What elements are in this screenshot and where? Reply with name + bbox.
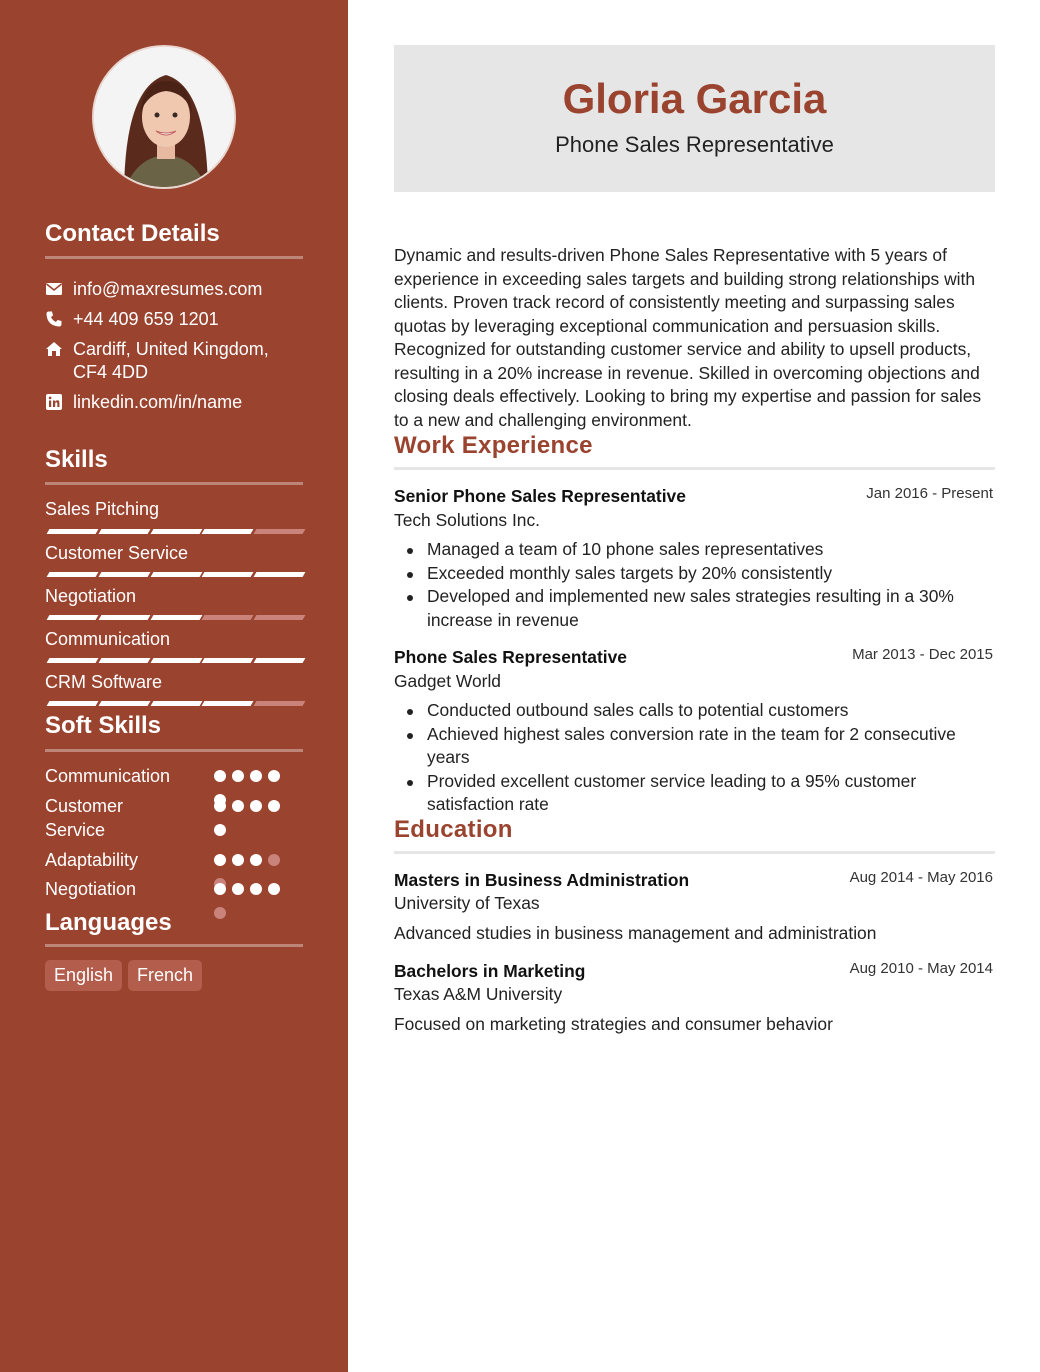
degree-title: Bachelors in Marketing (394, 961, 586, 981)
contact-address-line1: Cardiff, United Kingdom, (73, 339, 269, 359)
soft-skill-rating (214, 770, 294, 804)
contact-linkedin-text[interactable]: linkedin.com/in/name (73, 392, 243, 412)
profile-photo (94, 47, 236, 189)
contact-phone-text[interactable]: +44 409 659 1201 (73, 309, 219, 329)
language-chip: English (45, 960, 122, 991)
language-chip: French (128, 960, 202, 991)
list-item: Conducted outbound sales calls to potential customers (394, 699, 995, 723)
degree-title: Masters in Business Administration (394, 870, 690, 890)
skill-level-segment (254, 701, 306, 706)
skill-level-segment (99, 701, 151, 706)
skill-level-bar (45, 658, 303, 665)
rating-dot (214, 770, 226, 782)
skill-label: CRM Software (45, 672, 163, 692)
avatar (92, 45, 236, 189)
skill-level-segment (47, 658, 99, 663)
list-item: Provided excellent customer service leading to a 95% customer satisfaction rate (394, 770, 995, 817)
rating-dot (250, 883, 262, 895)
linkedin-icon (45, 393, 63, 411)
contact-email-text[interactable]: info@maxresumes.com (73, 279, 263, 299)
contact-address-line2: CF4 4DD (73, 362, 149, 382)
header (394, 45, 995, 192)
rating-dot (232, 800, 244, 812)
degree-desc: Focused on marketing strategies and consumer behavior (394, 1014, 833, 1034)
contact-heading: Contact Details (45, 220, 220, 247)
contact-linkedin[interactable] (45, 391, 242, 414)
skill-level-segment (151, 701, 203, 706)
job-company: Gadget World (394, 671, 501, 691)
skill-level-segment (202, 572, 254, 577)
contact-email[interactable] (45, 278, 262, 301)
rating-dot (250, 800, 262, 812)
rating-dot (268, 770, 280, 782)
skills-heading: Skills (45, 446, 108, 473)
skill-level-segment (99, 615, 151, 620)
job-title: Phone Sales Representative (394, 647, 627, 667)
skill-level-segment (254, 529, 306, 534)
rating-dot (250, 770, 262, 782)
degree-date: Aug 2014 - May 2016 (849, 869, 993, 886)
contact-address (45, 338, 269, 384)
contact-divider (45, 256, 303, 259)
education-heading: Education (394, 816, 513, 843)
degree-date: Aug 2010 - May 2014 (849, 960, 993, 977)
soft-skill-rating (214, 883, 294, 917)
rating-dot (268, 800, 280, 812)
school-name: University of Texas (394, 893, 540, 913)
sidebar (0, 0, 348, 1372)
home-icon (45, 340, 63, 358)
skill-level-bar (45, 701, 303, 708)
school-name: Texas A&M University (394, 984, 563, 1004)
skill-level-segment (99, 572, 151, 577)
skill-level-segment (47, 572, 99, 577)
skill-level-bar (45, 615, 303, 622)
skill-level-segment (254, 658, 306, 663)
rating-dot (214, 854, 226, 866)
phone-icon (45, 310, 63, 328)
soft-skill-label: Communication (45, 766, 171, 786)
job-bullets (394, 538, 995, 632)
list-item: Managed a team of 10 phone sales representatives (394, 538, 995, 562)
skill-level-segment (151, 529, 203, 534)
soft-skills-divider (45, 749, 303, 752)
candidate-title: Phone Sales Representative (555, 132, 834, 157)
soft-skill-label: Negotiation (45, 879, 137, 899)
work-divider (394, 467, 995, 470)
skill-label: Communication (45, 629, 171, 649)
job-date: Mar 2013 - Dec 2015 (852, 646, 993, 663)
envelope-icon (45, 280, 63, 298)
education-divider (394, 851, 995, 854)
job-title: Senior Phone Sales Representative (394, 486, 686, 506)
rating-dot (214, 907, 226, 919)
skill-level-segment (151, 658, 203, 663)
soft-skills-heading: Soft Skills (45, 712, 162, 739)
skill-level-segment (202, 529, 254, 534)
languages-heading: Languages (45, 909, 172, 936)
rating-dot (214, 883, 226, 895)
soft-skill-label: Customer Service (45, 796, 124, 840)
skill-label: Customer Service (45, 543, 189, 563)
job-date: Jan 2016 - Present (866, 485, 993, 502)
rating-dot (268, 854, 280, 866)
soft-skill-label: Adaptability (45, 850, 139, 870)
skill-level-segment (254, 615, 306, 620)
contact-phone[interactable] (45, 308, 219, 331)
skill-level-segment (254, 572, 306, 577)
skill-level-bar (45, 572, 303, 579)
job-bullets (394, 699, 995, 817)
skill-level-segment (202, 615, 254, 620)
list-item: Achieved highest sales conversion rate in the team for 2 consecutive years (394, 723, 995, 770)
skill-level-segment (99, 658, 151, 663)
rating-dot (232, 883, 244, 895)
list-item: Exceeded monthly sales targets by 20% consistently (394, 562, 995, 586)
skill-level-segment (151, 572, 203, 577)
skill-level-segment (47, 615, 99, 620)
skills-divider (45, 482, 303, 485)
skill-label: Negotiation (45, 586, 137, 606)
skill-level-segment (47, 529, 99, 534)
rating-dot (214, 824, 226, 836)
skill-level-segment (47, 701, 99, 706)
rating-dot (268, 883, 280, 895)
degree-desc: Advanced studies in business management and administration (394, 923, 877, 943)
job-company: Tech Solutions Inc. (394, 510, 540, 530)
candidate-name: Gloria Garcia (562, 75, 827, 122)
summary: Dynamic and results-driven Phone Sales Representative with 5 years of experience in exceeding sales targets and building strong relationships with clients. Proven track record of consistently meeting and surpassing sales quotas by leveraging exceptional communication and persuasion skills. Recognized for outstanding customer service and ability to upsell products, resulting in a 20% increase in revenue. Skilled in overcoming objections and closing deals effectively. Looking to bring my expertise and passion for sales to a new and challenging environment. (394, 245, 982, 430)
skill-label: Sales Pitching (45, 499, 160, 519)
rating-dot (214, 800, 226, 812)
skill-level-bar (45, 529, 303, 536)
rating-dot (232, 770, 244, 782)
skill-level-segment (202, 701, 254, 706)
skill-level-segment (202, 658, 254, 663)
skill-level-segment (99, 529, 151, 534)
work-heading: Work Experience (394, 432, 593, 459)
soft-skill-rating (214, 800, 294, 834)
rating-dot (232, 854, 244, 866)
list-item: Developed and implemented new sales strategies resulting in a 30% increase in revenue (394, 585, 995, 632)
skill-level-segment (151, 615, 203, 620)
languages-divider (45, 944, 303, 947)
rating-dot (250, 854, 262, 866)
